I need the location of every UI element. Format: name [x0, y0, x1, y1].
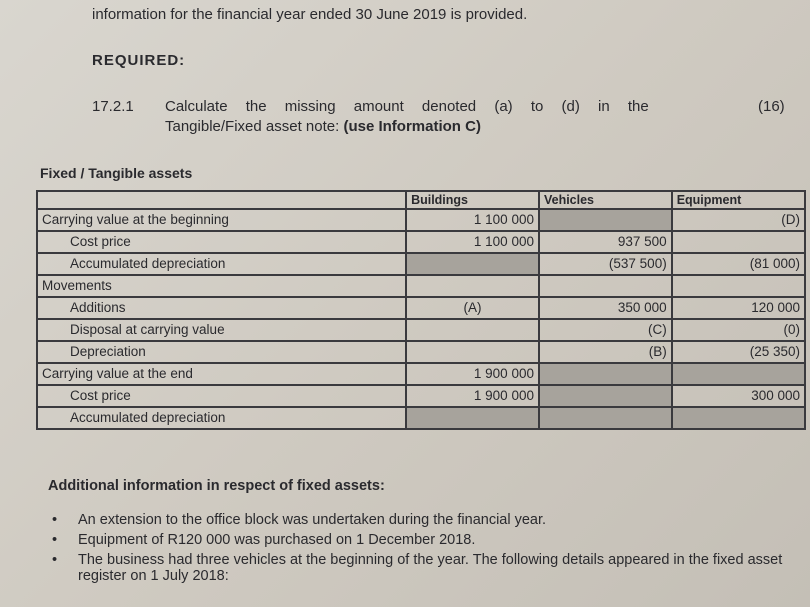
list-item	[52, 552, 802, 584]
row-label: Carrying value at the beginning	[37, 209, 406, 231]
vehicles-cell: (537 500)	[539, 253, 672, 275]
buildings-cell: 1 900 000	[406, 363, 539, 385]
table-row	[37, 407, 805, 429]
table-row	[37, 341, 805, 363]
row-label: Accumulated depreciation	[37, 407, 406, 429]
required-heading: REQUIRED:	[92, 52, 186, 69]
equipment-cell	[672, 363, 805, 385]
table-row	[37, 297, 805, 319]
equipment-cell	[672, 231, 805, 253]
vehicles-cell	[539, 385, 672, 407]
table-row	[37, 363, 805, 385]
buildings-cell: (A)	[406, 297, 539, 319]
bullet-icon: •	[52, 552, 58, 568]
equipment-cell: (D)	[672, 209, 805, 231]
vehicles-cell: 350 000	[539, 297, 672, 319]
equipment-cell: (81 000)	[672, 253, 805, 275]
row-label: Cost price	[37, 385, 406, 407]
table-title: Fixed / Tangible assets	[40, 165, 193, 181]
header-blank	[37, 191, 406, 209]
buildings-cell	[406, 341, 539, 363]
header-vehicles: Vehicles	[539, 191, 672, 209]
equipment-cell: (25 350)	[672, 341, 805, 363]
bullet-list	[52, 512, 802, 588]
equipment-cell: 120 000	[672, 297, 805, 319]
buildings-cell: 1 900 000	[406, 385, 539, 407]
vehicles-cell	[539, 363, 672, 385]
table-row	[37, 319, 805, 341]
row-label: Movements	[37, 275, 406, 297]
row-label: Carrying value at the end	[37, 363, 406, 385]
bullet-icon: •	[52, 512, 58, 528]
equipment-cell	[672, 407, 805, 429]
bullet-text: Equipment of R120 000 was purchased on 1 December 2018.	[78, 532, 476, 548]
bullet-text: The business had three vehicles at the beginning of the year. The following details appeared in the fixed asset register on 1 July 2018:	[78, 552, 783, 584]
bullet-text: An extension to the office block was undertaken during the financial year.	[78, 512, 547, 528]
intro-text: information for the financial year ended 30 June 2019 is provided.	[92, 6, 528, 23]
additional-info-heading: Additional information in respect of fixed assets:	[48, 478, 385, 494]
vehicles-cell: (B)	[539, 341, 672, 363]
vehicles-cell: (C)	[539, 319, 672, 341]
table-row	[37, 209, 805, 231]
vehicles-cell	[539, 209, 672, 231]
question-number: 17.2.1	[92, 98, 134, 115]
question-line-1: Calculate the missing amount denoted (a) to (d) in the	[165, 98, 649, 115]
buildings-cell	[406, 253, 539, 275]
table-row	[37, 385, 805, 407]
row-label: Accumulated depreciation	[37, 253, 406, 275]
row-label: Additions	[37, 297, 406, 319]
question-line-2	[165, 118, 481, 135]
row-label: Cost price	[37, 231, 406, 253]
equipment-cell: 300 000	[672, 385, 805, 407]
row-label: Disposal at carrying value	[37, 319, 406, 341]
equipment-cell	[672, 275, 805, 297]
fixed-assets-table	[36, 190, 806, 430]
table-row	[37, 275, 805, 297]
list-item	[52, 512, 802, 528]
table-row	[37, 231, 805, 253]
buildings-cell	[406, 319, 539, 341]
vehicles-cell	[539, 275, 672, 297]
buildings-cell	[406, 407, 539, 429]
buildings-cell: 1 100 000	[406, 231, 539, 253]
question-line-2-bold: (use Information C)	[343, 118, 481, 135]
table-row	[37, 253, 805, 275]
vehicles-cell	[539, 407, 672, 429]
table-header-row	[37, 191, 805, 209]
buildings-cell: 1 100 000	[406, 209, 539, 231]
question-line-2-plain: Tangible/Fixed asset note:	[165, 118, 340, 135]
bullet-icon: •	[52, 532, 58, 548]
question-marks: (16)	[758, 98, 785, 115]
header-buildings: Buildings	[406, 191, 539, 209]
table-body	[37, 209, 805, 429]
header-equipment: Equipment	[672, 191, 805, 209]
vehicles-cell: 937 500	[539, 231, 672, 253]
equipment-cell: (0)	[672, 319, 805, 341]
list-item	[52, 532, 802, 548]
buildings-cell	[406, 275, 539, 297]
row-label: Depreciation	[37, 341, 406, 363]
